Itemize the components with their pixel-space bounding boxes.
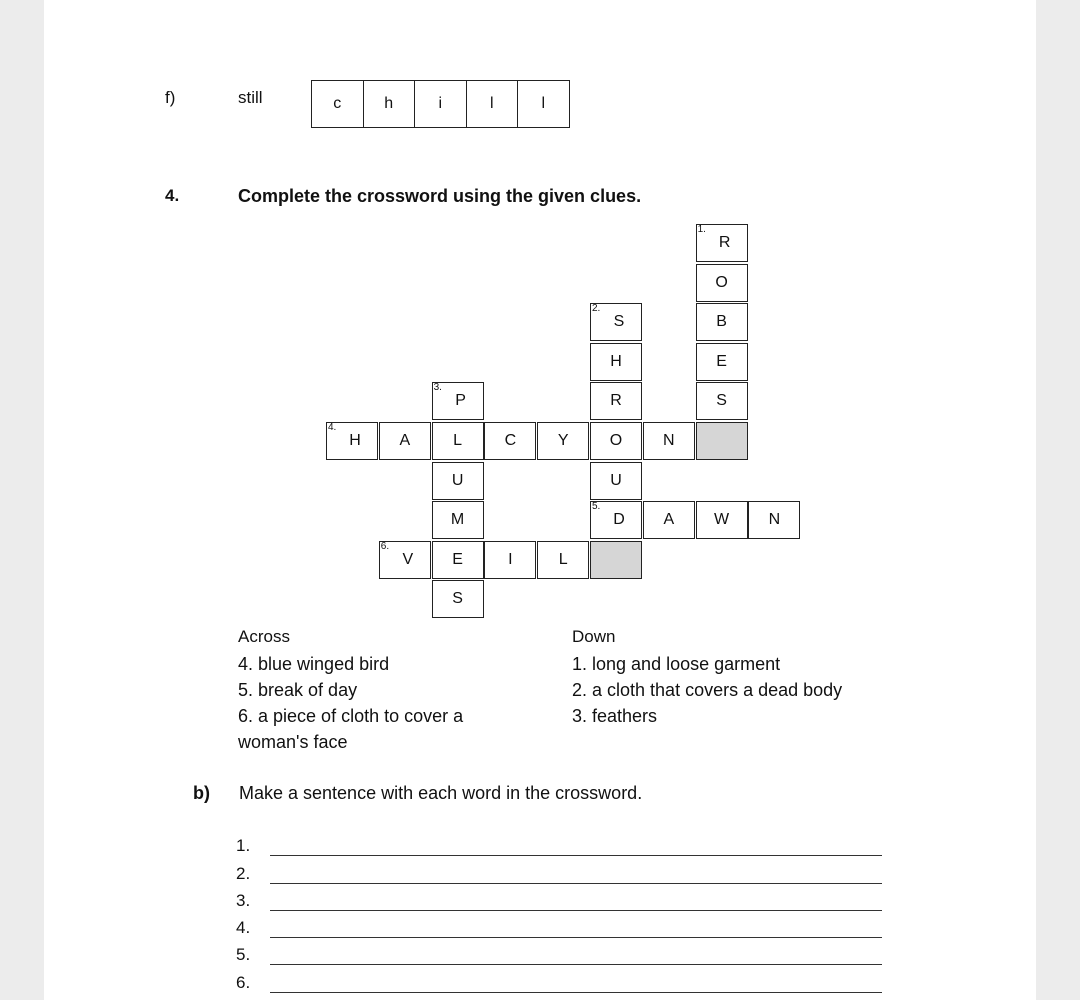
blank-line[interactable] <box>270 950 882 965</box>
across-heading: Across <box>238 627 290 646</box>
down-heading: Down <box>572 627 616 646</box>
crossword-cell[interactable] <box>696 382 748 420</box>
crossword-letter: I <box>508 550 513 568</box>
sentence-line <box>236 911 882 938</box>
crossword-cell[interactable] <box>432 382 484 420</box>
crossword-letter: W <box>714 511 730 529</box>
down-clue: 3. feathers <box>572 706 658 726</box>
down-clues <box>572 627 912 729</box>
down-clue: 2. a cloth that covers a dead body <box>572 680 843 700</box>
letter-box: l <box>467 81 519 127</box>
crossword-cell[interactable] <box>432 422 484 460</box>
crossword-letter: A <box>399 432 411 449</box>
crossword-cell[interactable] <box>432 580 484 618</box>
crossword-letter: H <box>349 432 361 449</box>
across-clue: 4. blue winged bird <box>238 654 390 674</box>
crossword-letter: B <box>716 313 727 331</box>
part-b-label: b) <box>193 783 210 803</box>
crossword-cell[interactable] <box>696 501 748 539</box>
crossword-letter: S <box>613 313 625 331</box>
line-number: 5. <box>236 945 251 965</box>
crossword-letter: D <box>613 511 625 529</box>
crossword-letter: E <box>716 352 727 370</box>
crossword-letter: L <box>453 432 463 449</box>
line-number: 4. <box>236 918 251 938</box>
blank-line[interactable] <box>270 841 882 856</box>
crossword-cell[interactable] <box>432 501 484 539</box>
clue-number: 5. <box>592 501 601 513</box>
across-clue: 6. a piece of cloth to cover a woman's face <box>238 706 464 752</box>
part-f-label: f) <box>165 88 176 107</box>
letter-box: h <box>364 81 416 127</box>
crossword-cell[interactable] <box>537 422 589 460</box>
part-f-word: still <box>238 88 263 107</box>
crossword-letter: P <box>455 392 466 410</box>
crossword-cell[interactable] <box>379 422 431 460</box>
crossword-cell[interactable] <box>432 462 484 500</box>
down-clue: 1. long and loose garment <box>572 654 781 674</box>
crossword-letter: R <box>610 392 622 410</box>
clue-number: 1. <box>697 224 706 235</box>
crossword-cell[interactable] <box>379 541 431 579</box>
crossword-letter: U <box>451 471 464 489</box>
crossword-letter: R <box>718 234 731 251</box>
crossword-shaded-cell <box>590 541 642 579</box>
crossword-letter: A <box>663 511 675 529</box>
crossword-letter: L <box>558 550 568 568</box>
part-b-instruction: Make a sentence with each word in the crossword. <box>239 783 643 803</box>
letter-box: c <box>312 81 364 127</box>
crossword-cell[interactable] <box>484 422 536 460</box>
crossword-cell[interactable] <box>590 501 642 539</box>
clue-number: 6. <box>380 540 390 552</box>
crossword-letter: O <box>609 432 623 449</box>
sentence-line <box>236 829 882 856</box>
crossword-cell[interactable] <box>590 462 642 500</box>
crossword-letter: V <box>402 550 414 568</box>
crossword-letter: M <box>450 511 465 529</box>
letter-box: l <box>541 95 546 112</box>
blank-line[interactable] <box>270 869 882 884</box>
across-clues <box>238 627 538 755</box>
crossword-letter: S <box>716 392 727 410</box>
line-number: 1. <box>236 836 251 856</box>
crossword-cell[interactable] <box>696 224 748 262</box>
letter-box: i <box>415 81 467 127</box>
crossword-shaded-cell <box>696 422 748 460</box>
crossword-letter: N <box>663 432 675 449</box>
crossword-letter: C <box>504 432 517 449</box>
crossword-letter: N <box>768 511 781 529</box>
blank-line[interactable] <box>270 923 882 938</box>
clue-number: 3. <box>433 382 442 394</box>
crossword-letter: U <box>610 471 622 489</box>
crossword-letter: E <box>452 550 463 568</box>
crossword-cell[interactable] <box>590 303 642 341</box>
question-number: 4. <box>165 186 180 205</box>
crossword-letter: Y <box>557 432 569 449</box>
crossword-cell[interactable] <box>432 541 484 579</box>
question-title: Complete the crossword using the given clues. <box>238 186 642 206</box>
blank-line[interactable] <box>270 978 882 993</box>
crossword-cell[interactable] <box>748 501 800 539</box>
sentence-line <box>236 938 882 965</box>
crossword-cell[interactable] <box>590 343 642 381</box>
letter-boxes <box>311 80 570 128</box>
crossword-cell[interactable] <box>484 541 536 579</box>
crossword-cell[interactable] <box>590 382 642 420</box>
sentence-line <box>236 884 882 911</box>
crossword-cell[interactable] <box>696 303 748 341</box>
crossword-cell[interactable] <box>537 541 589 579</box>
line-number: 3. <box>236 890 251 910</box>
line-number: 2. <box>236 863 251 883</box>
crossword-letter: S <box>452 590 463 608</box>
sentence-line <box>236 856 882 883</box>
crossword-cell[interactable] <box>643 501 695 539</box>
across-clue: 5. break of day <box>238 680 358 700</box>
clue-number: 4. <box>328 422 337 433</box>
sentence-line <box>236 965 882 992</box>
crossword-cell[interactable] <box>326 422 378 460</box>
clue-number: 2. <box>592 303 601 315</box>
crossword-letter: H <box>610 352 622 370</box>
line-number: 6. <box>236 972 251 992</box>
crossword-cell[interactable] <box>643 422 695 460</box>
sentence-lines <box>236 829 882 993</box>
crossword-letter: O <box>715 273 728 291</box>
blank-line[interactable] <box>270 896 882 911</box>
crossword-cell[interactable] <box>590 422 642 460</box>
crossword-cell[interactable] <box>696 343 748 381</box>
crossword-cell[interactable] <box>696 264 748 302</box>
